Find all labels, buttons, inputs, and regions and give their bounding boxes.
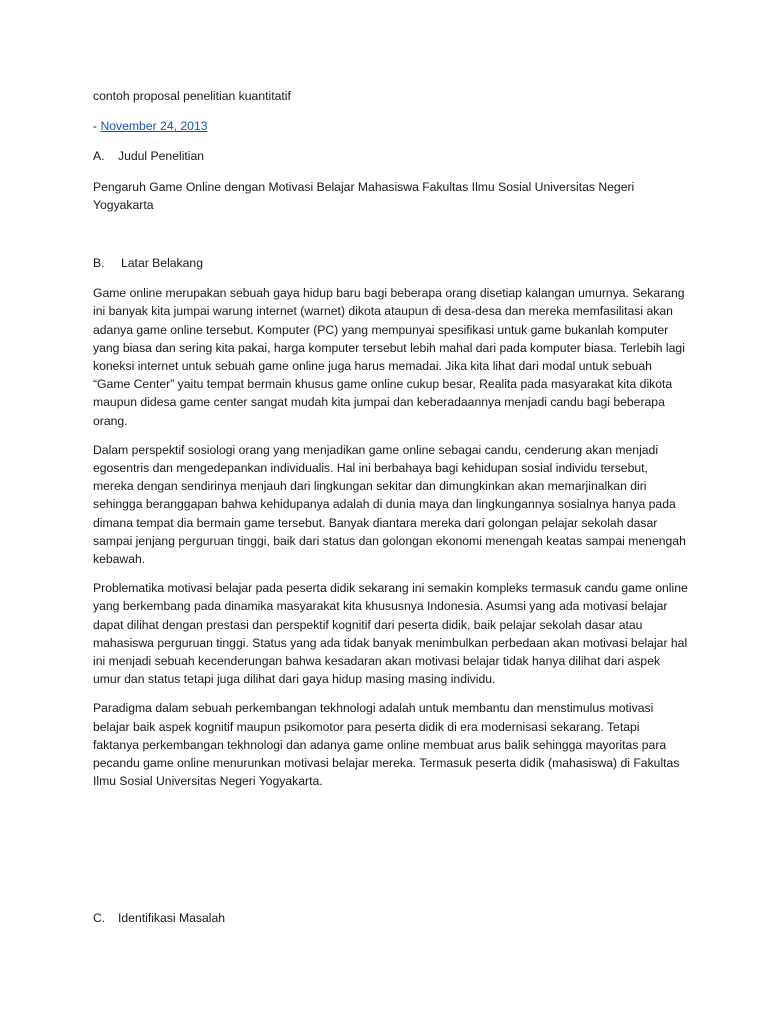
post-date-line xyxy=(93,117,688,135)
section-a-number: A. xyxy=(93,149,105,164)
section-a-heading xyxy=(93,147,688,165)
body-paragraph-4: Paradigma dalam sebuah perkembangan tekhnologi adalah untuk membantu dan menstimulus motivasi belajar baik aspek kognitif maupun psikomotor para peserta didik di era modernisasi sekarang. Tetapi faktanya perkembangan tekhnologi dan adanya game online membuat arus balik sehingga mayoritas para pecandu game online menurunkan motivasi belajar mereka. Termasuk peserta didik (mahasiswa) di Fakultas Ilmu Sosial Universitas Negeri Yogyakarta. xyxy=(93,701,680,789)
post-date-link[interactable]: November 24, 2013 xyxy=(100,119,208,134)
section-a-label: Judul Penelitian xyxy=(118,149,205,164)
section-b-number: B. xyxy=(93,256,105,271)
body-paragraph-1: Game online merupakan sebuah gaya hidup baru bagi beberapa orang disetiap kalangan umurnya. Sekarang ini banyak kita jumpai warung internet (warnet) dikota ataupun di desa-desa dan mereka memfasilitasi akan adanya game online tersebut. Komputer (PC) yang mempunyai spesifikasi untuk game bukanlah komputer yang biasa dan sering kita pakai, harga komputer tersebut lebih mahal dari pada komputer biasa. Terlebih lagi koneksi internet untuk sebuah game online juga harus memadai. Jika kita lihat dari modal untuk sebuah “Game Center” yaitu tempat bermain khusus game online cukup besar, Realita pada masyarakat kita dikota maupun didesa game center sangat mudah kita jumpai dan keberadaannya menjadi candu bagi beberapa orang. xyxy=(93,286,685,428)
section-b-heading xyxy=(93,254,688,272)
document-title: contoh proposal penelitian kuantitatif xyxy=(93,89,291,103)
section-c-number: C. xyxy=(93,911,106,925)
body-paragraph-3: Problematika motivasi belajar pada peserta didik sekarang ini semakin kompleks termasuk candu game online yang berkembang pada dinamika masyarakat kita khususnya Indonesia. Asumsi yang ada motivasi belajar dapat dilihat dengan prestasi dan perspektif kognitif dari peserta didik, baik pelajar sekolah dasar atau mahasiswa perguruan tinggi. Status yang ada tidak banyak menimbulkan perbedaan akan motivasi belajar hal ini menjadi sebuah kecenderungan bahwa kesadaran akan motivasi belajar tidak hanya dilihat dari aspek umur dan status tetapi juga dilihat dari gaya hidup masing masing individu. xyxy=(93,581,688,687)
date-prefix: - xyxy=(93,119,101,134)
research-title: Pengaruh Game Online dengan Motivasi Belajar Mahasiswa Fakultas Ilmu Sosial Universitas Negeri Yogyakarta xyxy=(93,179,635,212)
section-c-label: Identifikasi Masalah xyxy=(118,911,226,925)
section-c-heading xyxy=(93,909,225,927)
body-paragraph-2: Dalam perspektif sosiologi orang yang menjadikan game online sebagai candu, cenderung akan menjadi egosentris dan mengedepankan individualis. Hal ini berbahaya bagi kehidupan sosial individu tersebut, mereka dengan sendirinya menjauh dari lingkungan sekitar dan dimungkinkan akan memarjinalkan diri sehingga beranggapan bahwa kehidupanya adalah di dunia maya dan lingkungannya sosialnya hanya pada dimana tempat dia bermain game tersebut. Banyak diantara mereka dari golongan pelajar sekolah dasar sampai jenjang perguruan tinggi, baik dari status dan golongan ekonomi menengah keatas sampai menengah kebawah. xyxy=(93,442,686,567)
section-b-label: Latar Belakang xyxy=(121,256,203,271)
